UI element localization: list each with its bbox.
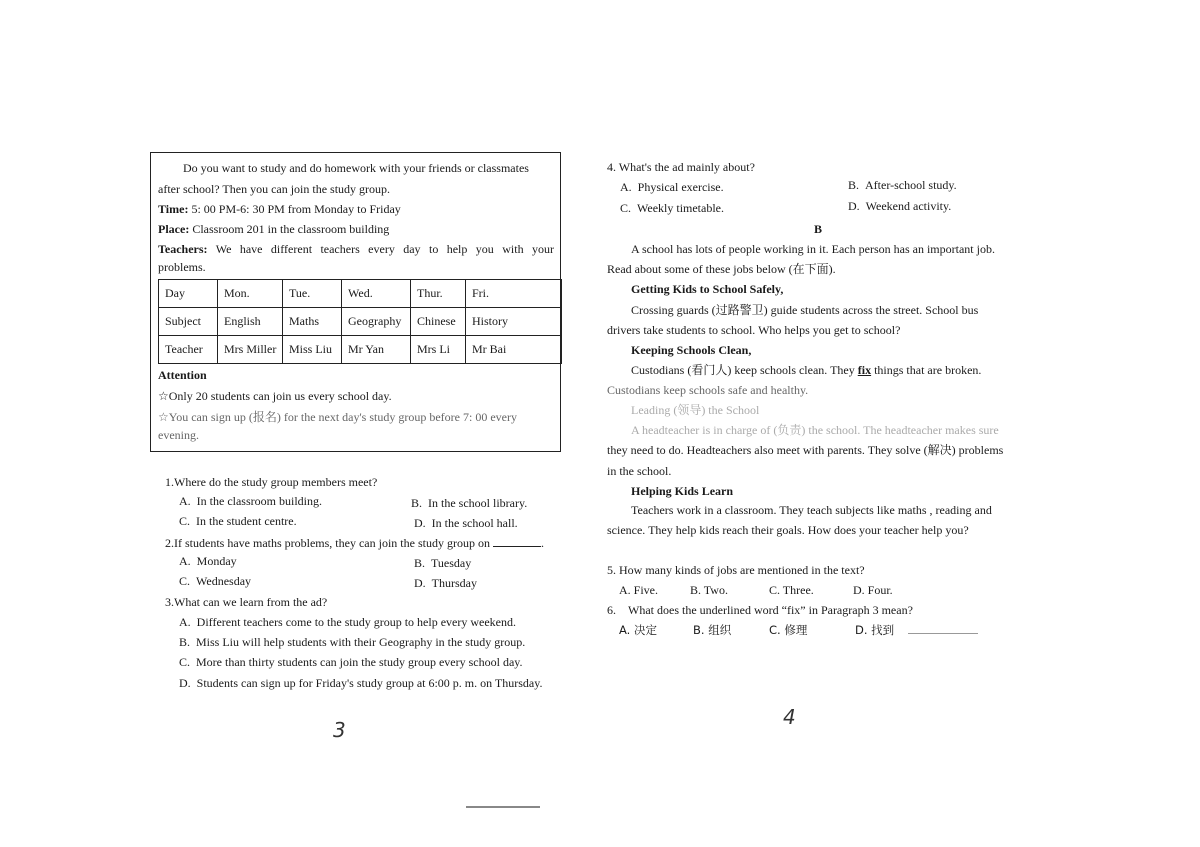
- table-cell: Geography: [342, 308, 411, 336]
- table-cell: Mr Yan: [342, 336, 411, 364]
- ad-teachers-value-2: problems.: [158, 260, 206, 274]
- question-4-option-c: C. Weekly timetable.: [620, 201, 725, 215]
- scan-smudge: [466, 806, 540, 808]
- question-1-option-a: A. In the classroom building.: [179, 494, 322, 508]
- attention-label: Attention: [158, 368, 207, 382]
- passage-b-p5-line-2: science. They help kids reach their goals. How does your teacher help you?: [607, 523, 969, 537]
- ad-teachers: [158, 240, 554, 258]
- passage-b-heading-4: Helping Kids Learn: [631, 484, 734, 498]
- question-2-stem-text: 2.If students have maths problems, they can join the study group on: [165, 536, 490, 550]
- table-cell: Subject: [159, 308, 218, 336]
- page-number-right: 4: [783, 705, 796, 729]
- question-2-option-d: D. Thursday: [414, 576, 477, 590]
- passage-b-p4-line-1: A headteacher is in charge of (负责) the school. The headteacher makes sure: [631, 423, 999, 437]
- question-1-stem: 1.Where do the study group members meet?: [165, 475, 378, 489]
- question-5-option-c: C. Three.: [769, 583, 814, 597]
- table-row: [159, 308, 562, 336]
- question-5-stem: 5. How many kinds of jobs are mentioned in the text?: [607, 563, 865, 577]
- attention-heading: [158, 366, 207, 384]
- passage-b-p4-line-3: in the school.: [607, 464, 672, 478]
- question-4-stem: 4. What's the ad mainly about?: [607, 160, 755, 174]
- underlined-word-fix: fix: [857, 363, 872, 377]
- question-2-stem: 2.If students have maths problems, they can join the study group on .: [165, 536, 544, 550]
- answer-blank: [493, 535, 541, 547]
- passage-b-p4-line-2: they need to do. Headteachers also meet with parents. They solve (解决) problems: [607, 443, 1004, 457]
- question-3-option-d: D. Students can sign up for Friday's study group at 6:00 p. m. on Thursday.: [179, 676, 543, 690]
- question-3-option-c: C. More than thirty students can join the study group every school day.: [179, 655, 523, 669]
- table-cell: Wed.: [342, 280, 411, 308]
- attention-line-3: evening.: [158, 428, 199, 442]
- question-1-option-d: D. In the school hall.: [414, 516, 518, 530]
- table-cell: History: [466, 308, 562, 336]
- table-cell: Chinese: [411, 308, 466, 336]
- passage-b-heading-1: Getting Kids to School Safely,: [631, 282, 784, 296]
- table-cell: Miss Liu: [283, 336, 342, 364]
- passage-b-p3-line-2: Custodians keep schools safe and healthy.: [607, 383, 809, 397]
- table-cell: Teacher: [159, 336, 218, 364]
- table-cell: English: [218, 308, 283, 336]
- attention-line-1: ☆Only 20 students can join us every school day.: [158, 389, 392, 403]
- question-4-option-b: B. After-school study.: [848, 178, 957, 192]
- question-5-option-b: B. Two.: [690, 583, 728, 597]
- schedule-table: [158, 279, 562, 364]
- ad-place-value: Classroom 201 in the classroom building: [192, 222, 390, 236]
- question-4-option-d: D. Weekend activity.: [848, 199, 952, 213]
- study-group-ad: [150, 152, 561, 452]
- table-cell: Mrs Li: [411, 336, 466, 364]
- ad-place-label: Place:: [158, 222, 190, 236]
- p3-text-a: Custodians (看门人) keep schools clean. They: [631, 363, 855, 377]
- passage-b-p2-line-1: Crossing guards (过路警卫) guide students across the street. School bus: [631, 303, 979, 317]
- question-5-option-d: D. Four.: [853, 583, 893, 597]
- passage-b-label: B: [814, 222, 823, 236]
- table-cell: Mrs Miller: [218, 336, 283, 364]
- question-1-option-b: B. In the school library.: [411, 496, 528, 510]
- passage-b-heading-2: Keeping Schools Clean,: [631, 343, 752, 357]
- question-4-option-a: A. Physical exercise.: [620, 180, 724, 194]
- passage-b-heading-3: Leading (领导) the School: [631, 403, 760, 417]
- ad-teachers-label: Teachers:: [158, 242, 208, 256]
- question-3-stem: 3.What can we learn from the ad?: [165, 595, 328, 609]
- passage-b-p5-line-1: Teachers work in a classroom. They teach subjects like maths , reading and: [631, 503, 992, 517]
- scan-smudge: [908, 633, 978, 634]
- passage-b-p3-line-1: [631, 361, 981, 379]
- passage-b-p1-line-2: Read about some of these jobs below (在下面).: [607, 262, 836, 276]
- ad-place: [158, 220, 389, 238]
- table-cell: Mon.: [218, 280, 283, 308]
- question-6-option-b: B. 组织: [693, 623, 732, 637]
- ad-time-label: Time:: [158, 202, 189, 216]
- table-cell: Tue.: [283, 280, 342, 308]
- table-cell: Thur.: [411, 280, 466, 308]
- ad-teachers-value-1: We have different teachers every day to help you with your: [215, 242, 554, 256]
- question-2-option-c: C. Wednesday: [179, 574, 252, 588]
- attention-line-2: ☆You can sign up (报名) for the next day's study group before 7: 00 every: [158, 410, 517, 424]
- question-6-option-d: D. 找到: [855, 623, 895, 637]
- question-3-option-a: A. Different teachers come to the study group to help every weekend.: [179, 615, 516, 629]
- question-6-stem: 6. What does the underlined word “fix” in Paragraph 3 mean?: [607, 603, 913, 617]
- question-2-option-a: A. Monday: [179, 554, 237, 568]
- question-6-option-a: A. 决定: [619, 623, 657, 637]
- question-2-option-b: B. Tuesday: [414, 556, 472, 570]
- ad-time: [158, 200, 401, 218]
- table-cell: Fri.: [466, 280, 562, 308]
- table-cell: Mr Bai: [466, 336, 562, 364]
- table-row: [159, 280, 562, 308]
- question-6-option-c: C. 修理: [769, 623, 808, 637]
- table-row: [159, 336, 562, 364]
- page-number-left: 3: [333, 718, 346, 742]
- passage-b-p1-line-1: A school has lots of people working in it. Each person has an important job.: [631, 242, 995, 256]
- ad-time-value: 5: 00 PM-6: 30 PM from Monday to Friday: [191, 202, 401, 216]
- p3-text-b: things that are broken.: [874, 363, 982, 377]
- question-5-option-a: A. Five.: [619, 583, 658, 597]
- question-1-option-c: C. In the student centre.: [179, 514, 297, 528]
- table-cell: Day: [159, 280, 218, 308]
- ad-intro-line-2: after school? Then you can join the study group.: [158, 182, 391, 196]
- ad-intro-line-1: Do you want to study and do homework with your friends or classmates: [183, 161, 529, 175]
- question-3-option-b: B. Miss Liu will help students with their Geography in the study group.: [179, 635, 526, 649]
- table-cell: Maths: [283, 308, 342, 336]
- passage-b-p2-line-2: drivers take students to school. Who helps you get to school?: [607, 323, 901, 337]
